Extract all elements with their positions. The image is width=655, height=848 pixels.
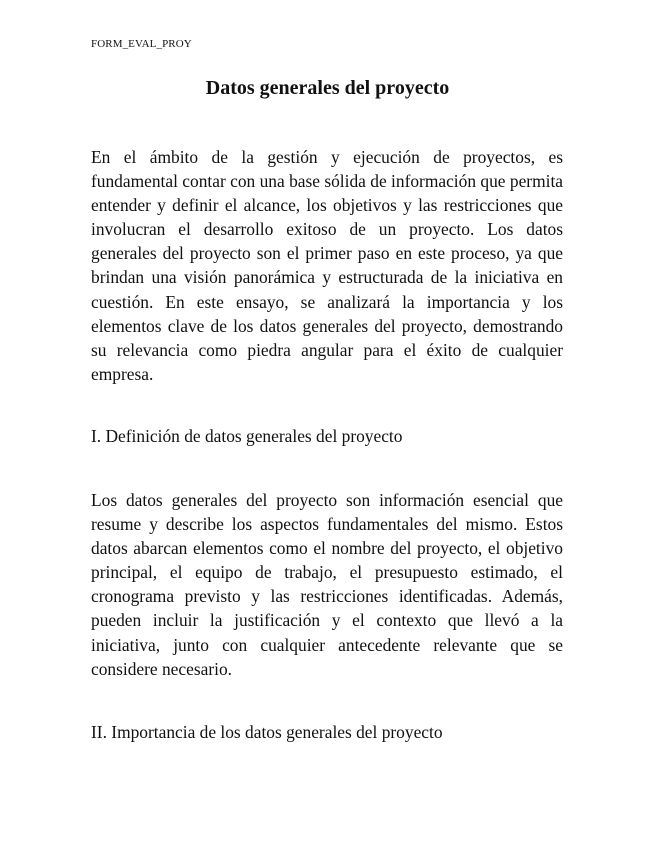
intro-paragraph: En el ámbito de la gestión y ejecución de proyectos, es fundamental contar con una base sólida de información que permita entender y definir el alcance, los objetivos y las restricciones que involucran el desarrollo exitoso de un proyecto. Los datos generales del proyecto son el primer paso en este proceso, ya que brindan una visión panorámica y estructurada de la iniciativa en cuestión. En este ensayo, se analizará la importancia y los elementos clave de los datos generales del proyecto, demostrando su relevancia como piedra angular para el éxito de cualquier empresa.	[91, 147, 563, 384]
section-heading-definition: I. Definición de datos generales del proyecto	[91, 426, 403, 446]
section-heading-importance: II. Importancia de los datos generales del proyecto	[91, 722, 443, 742]
page-title: Datos generales del proyecto	[205, 77, 450, 99]
section-paragraph-definition: Los datos generales del proyecto son información esencial que resume y describe los aspectos fundamentales del mismo. Estos datos abarcan elementos como el nombre del proyecto, el objetivo principal, el equipo de trabajo, el presupuesto estimado, el cronograma previsto y las restricciones identificadas. Además, pueden incluir la justificación y el contexto que llevó a la iniciativa, junto con cualquier antecedente relevante que se considere necesario.	[91, 490, 563, 679]
form-code: FORM_EVAL_PROY	[91, 38, 192, 50]
